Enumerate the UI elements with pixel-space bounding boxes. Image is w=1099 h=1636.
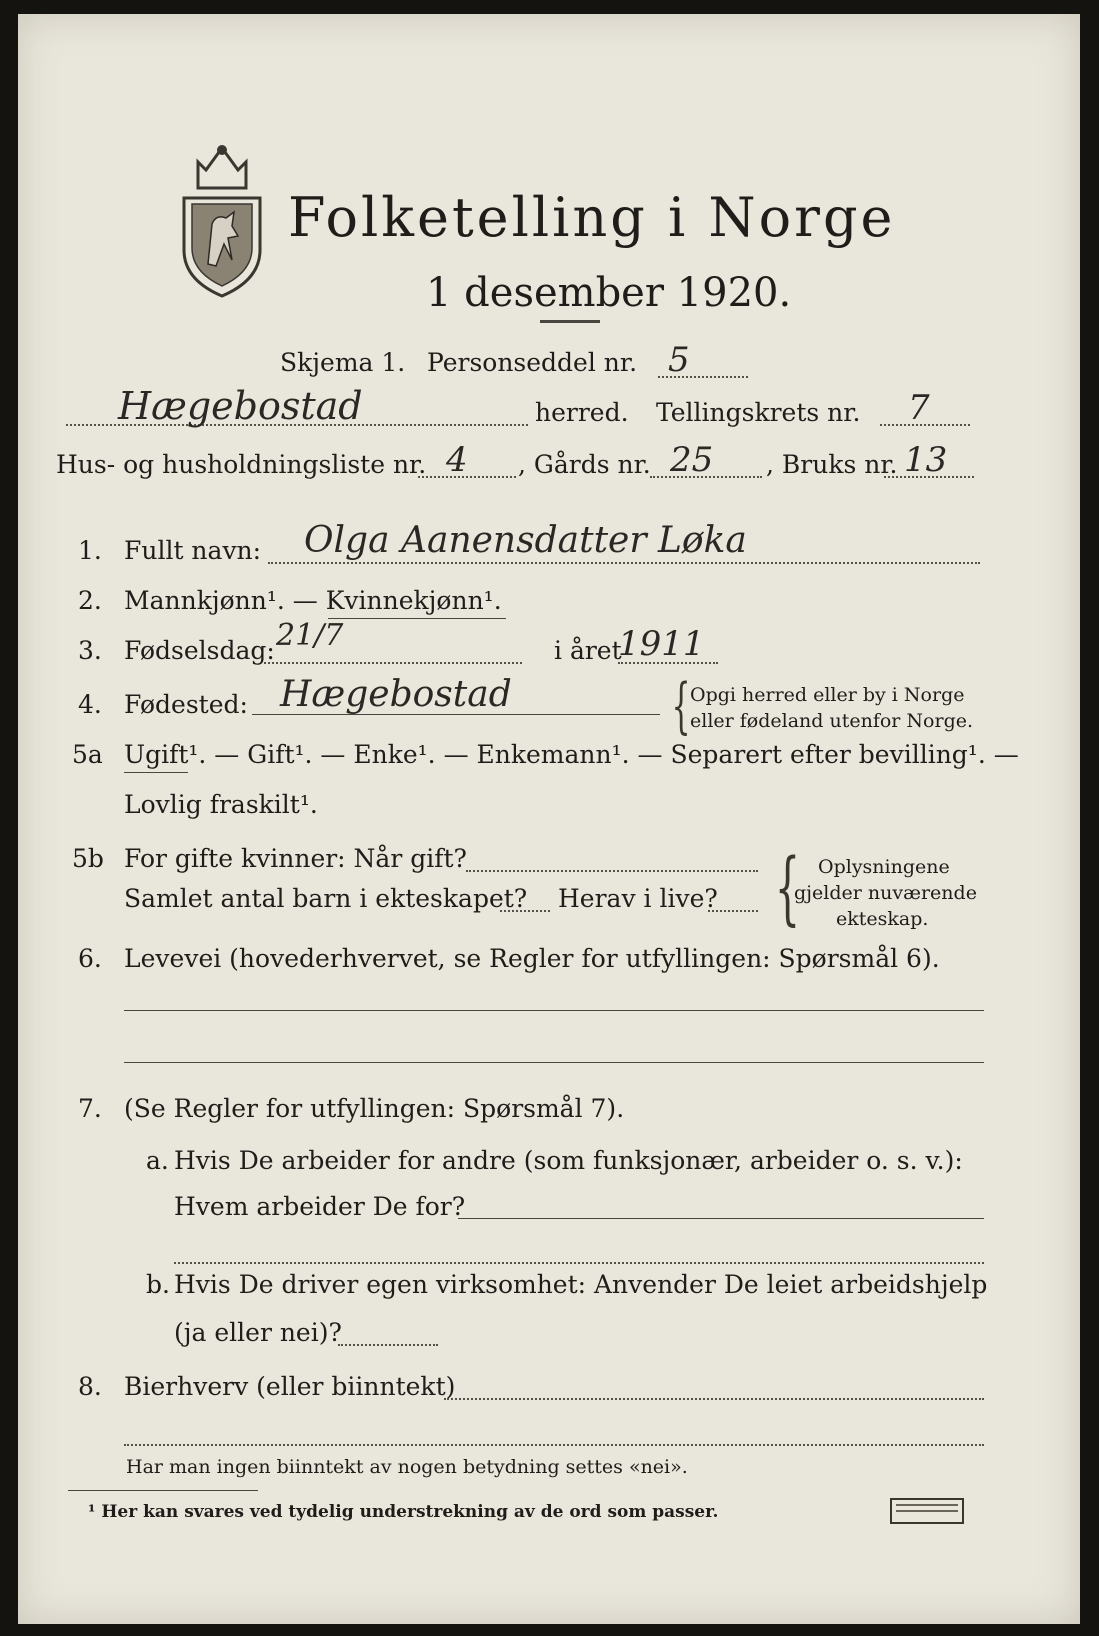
q3-number: 3. <box>78 636 102 665</box>
q3-line <box>264 662 522 664</box>
q2-underline <box>328 618 506 619</box>
q7b-letter: b. <box>146 1270 170 1299</box>
herred-label: herred. <box>535 398 629 427</box>
q7-number: 7. <box>78 1094 102 1123</box>
skjema-label: Skjema 1. <box>280 348 406 377</box>
q8-answer-line[interactable] <box>444 1398 984 1400</box>
q4-note-line2: eller fødeland utenfor Norge. <box>690 710 974 732</box>
q7a-employer-label: Hvem arbeider De for? <box>174 1192 466 1221</box>
nei-note: Har man ingen biinntekt av nogen betydning settes «nei». <box>126 1456 688 1478</box>
q4-number: 4. <box>78 690 102 719</box>
coat-of-arms-icon <box>176 140 268 298</box>
q1-line <box>268 562 980 564</box>
q7b-answer-line[interactable] <box>338 1344 438 1346</box>
q3-label: Fødselsdag: <box>124 636 275 665</box>
q8-label: Bierhverv (eller biinntekt) <box>124 1372 456 1401</box>
q5a-underline <box>124 772 188 773</box>
personseddel-label: Personseddel nr. <box>427 348 638 377</box>
q4-note-line1: Opgi herred eller by i Norge <box>690 684 965 706</box>
tellingskrets-value[interactable]: 7 <box>908 388 930 428</box>
gards-label: , Gårds nr. <box>518 450 651 479</box>
husliste-value[interactable]: 4 <box>446 440 468 480</box>
census-date: 1 desember 1920. <box>426 270 792 316</box>
q7b-question: Hvis De driver egen virksomhet: Anvender De leiet arbeidshjelp <box>174 1270 988 1299</box>
q7-label: (Se Regler for utfyllingen: Spørsmål 7). <box>124 1094 625 1123</box>
title-divider <box>540 320 600 323</box>
husliste-label: Hus- og husholdningsliste nr. <box>56 450 427 479</box>
census-form-sheet <box>18 14 1080 1624</box>
q1-label: Fullt navn: <box>124 536 262 565</box>
q5b-number: 5b <box>72 844 104 873</box>
gards-value[interactable]: 25 <box>670 440 714 480</box>
q3-year-value[interactable]: 1911 <box>618 624 705 664</box>
q1-full-name-value[interactable]: Olga Aanensdatter Løka <box>304 520 747 561</box>
q6-answer-line2[interactable] <box>124 1062 984 1063</box>
q6-label: Levevei (hovederhvervet, se Regler for utfyllingen: Spørsmål 6). <box>124 944 940 973</box>
bruks-label: , Bruks nr. <box>766 450 898 479</box>
q4-label: Fødested: <box>124 690 248 719</box>
q5a-marital-options-cont: Lovlig fraskilt¹. <box>124 790 318 819</box>
q8-answer-line2[interactable] <box>124 1444 984 1446</box>
q7a-employer-line2[interactable] <box>174 1262 984 1264</box>
q6-number: 6. <box>78 944 102 973</box>
q7b-ja-nei-label: (ja eller nei)? <box>174 1318 342 1347</box>
q3-year-label: i året <box>554 636 622 665</box>
form-title: Folketelling i Norge <box>288 186 896 249</box>
q5b-when-married-label: For gifte kvinner: Når gift? <box>124 844 467 873</box>
q7a-employer-line[interactable] <box>458 1218 984 1219</box>
q5b-brace: { <box>774 841 801 934</box>
q5b-note-line1: Oplysningene <box>818 856 950 878</box>
q5b-alive-label: Herav i live? <box>558 884 718 913</box>
personseddel-value[interactable]: 5 <box>668 340 690 380</box>
q5a-number: 5a <box>72 740 103 769</box>
q3-birthday-value[interactable]: 21/7 <box>276 618 344 653</box>
herred-value[interactable]: Hægebostad <box>118 384 363 428</box>
q5b-children-line <box>500 910 550 912</box>
q5b-when-married-line <box>466 870 758 872</box>
q2-label: Mannkjønn¹. — Kvinnekjønn¹. <box>124 586 502 615</box>
q5b-children-label: Samlet antal barn i ekteskapet? <box>124 884 528 913</box>
q6-answer-line1[interactable] <box>124 1010 984 1011</box>
q7a-question: Hvis De arbeider for andre (som funksjonær, arbeider o. s. v.): <box>174 1146 963 1175</box>
q4-birthplace-value[interactable]: Hægebostad <box>280 674 512 715</box>
q5b-note-line3: ekteskap. <box>836 908 929 930</box>
q8-number: 8. <box>78 1372 102 1401</box>
footnote: ¹ Her kan svares ved tydelig understrekning av de ord som passer. <box>88 1502 719 1522</box>
q5b-note-line2: gjelder nuværende <box>794 882 977 904</box>
q5b-alive-line <box>708 910 758 912</box>
q2-number: 2. <box>78 586 102 615</box>
q7a-letter: a. <box>146 1146 169 1175</box>
printer-stamp <box>890 1498 964 1524</box>
footnote-divider <box>68 1490 258 1491</box>
tellingskrets-label: Tellingskrets nr. <box>656 398 861 427</box>
q4-brace: { <box>671 671 691 741</box>
q5a-marital-options: Ugift¹. — Gift¹. — Enke¹. — Enkemann¹. — Separert efter bevilling¹. — <box>124 740 1019 769</box>
q1-number: 1. <box>78 536 102 565</box>
bruks-value[interactable]: 13 <box>904 440 948 480</box>
